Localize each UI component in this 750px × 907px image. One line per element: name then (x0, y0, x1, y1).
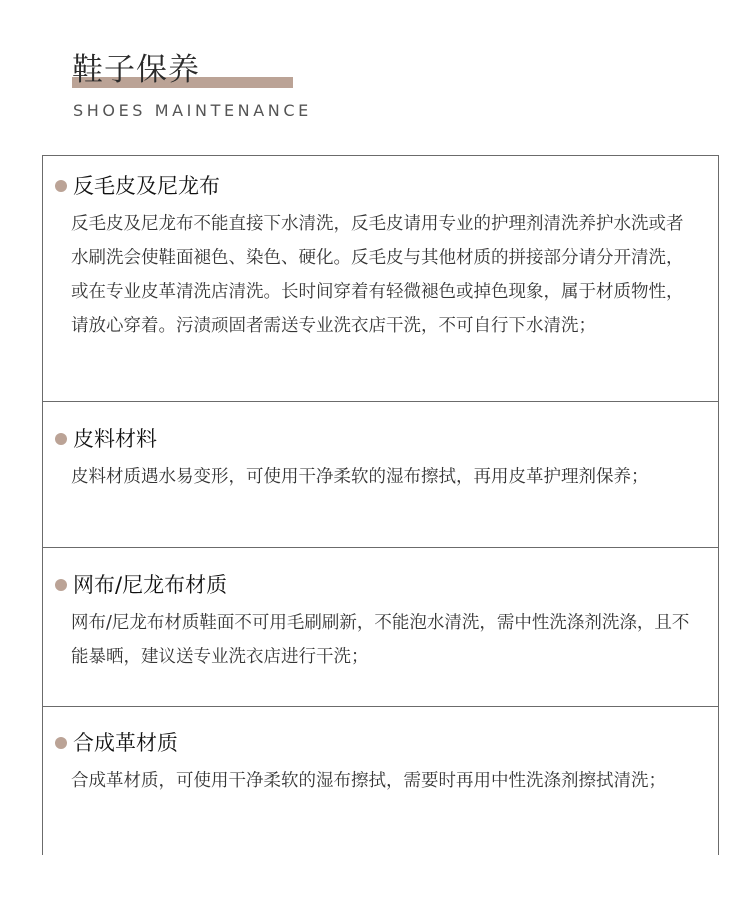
page-title: 鞋子保养 (72, 52, 200, 88)
bullet-dot-icon (55, 180, 67, 192)
section-heading (55, 729, 178, 757)
care-section-synthetic-leather (43, 707, 718, 907)
section-body: 皮料材质遇水易变形，可使用干净柔软的湿布擦拭，再用皮革护理剂保养； (71, 467, 649, 487)
bullet-dot-icon (55, 737, 67, 749)
page-subtitle: SHOES MAINTENANCE (73, 101, 312, 120)
section-heading-text: 网布/尼龙布材质 (73, 573, 228, 597)
care-instructions-table (42, 155, 719, 855)
care-section-suede-nylon (43, 156, 718, 402)
care-section-leather (43, 402, 718, 548)
section-heading-text: 反毛皮及尼龙布 (73, 174, 220, 198)
section-heading (55, 172, 220, 200)
section-heading (55, 425, 157, 453)
section-body: 网布/尼龙布材质鞋面不可用毛刷刷新，不能泡水清洗，需中性洗涤剂洗涤，且不能暴晒，建议送专业洗衣店进行干洗； (71, 613, 690, 667)
section-body: 反毛皮及尼龙布不能直接下水清洗，反毛皮请用专业的护理剂清洗养护水洗或者水刷洗会使鞋面褪色、染色、硬化。反毛皮与其他材质的拼接部分请分开清洗，或在专业皮革清洗店清洗。长时间穿着有轻微褪色或掉色现象，属于材质物性，请放心穿着。污渍顽固者需送专业洗衣店干洗，不可自行下水清洗； (71, 214, 684, 336)
bullet-dot-icon (55, 579, 67, 591)
bullet-dot-icon (55, 433, 67, 445)
care-section-mesh-nylon (43, 548, 718, 707)
section-heading-text: 皮料材料 (73, 427, 157, 451)
page-header (72, 48, 392, 128)
section-heading-text: 合成革材质 (73, 731, 178, 755)
section-heading (55, 571, 227, 599)
section-body: 合成革材质，可使用干净柔软的湿布擦拭，需要时再用中性洗涤剂擦拭清洗； (71, 771, 666, 791)
